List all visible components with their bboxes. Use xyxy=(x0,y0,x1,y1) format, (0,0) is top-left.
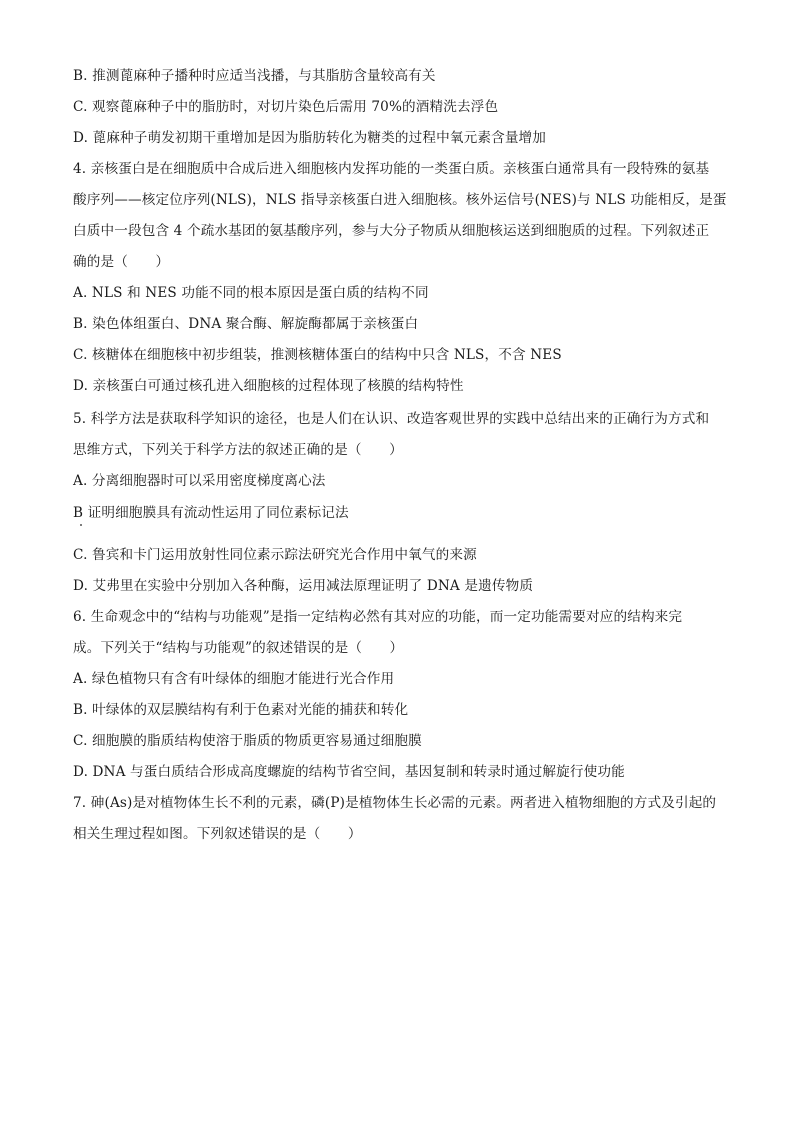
question-7-stem-line-1: 7. 砷(As)是对植物体生长不利的元素，磷(P)是植物体生长必需的元素。两者进入植物细胞的方式及引起的 xyxy=(73,795,717,811)
option-3d: D. 蓖麻种子萌发初期干重增加是因为脂肪转化为糖类的过程中氧元素含量增加 xyxy=(73,130,547,146)
stray-dot xyxy=(80,524,82,526)
option-6d: D. DNA 与蛋白质结合形成高度螺旋的结构节省空间，基因复制和转录时通过解旋行使功能 xyxy=(73,764,625,780)
question-4-stem-line-1: 4. 亲核蛋白是在细胞质中合成后进入细胞核内发挥功能的一类蛋白质。亲核蛋白通常具有一段特殊的氨基 xyxy=(73,161,710,177)
option-5c: C. 鲁宾和卡门运用放射性同位素示踪法研究光合作用中氧气的来源 xyxy=(73,547,477,563)
option-3b: B. 推测蓖麻种子播种时应适当浅播，与其脂肪含量较高有关 xyxy=(73,68,436,84)
question-4-stem-line-3: 白质中一段包含 4 个疏水基团的氨基酸序列，参与大分子物质从细胞核运送到细胞质的过程。下列叙述正 xyxy=(73,223,710,239)
question-6-stem-line-2: 成。下列关于“结构与功能观”的叙述错误的是（ ） xyxy=(73,640,404,656)
option-3c: C. 观察蓖麻种子中的脂肪时，对切片染色后需用 70%的酒精洗去浮色 xyxy=(73,99,499,115)
option-6c: C. 细胞膜的脂质结构使溶于脂质的物质更容易通过细胞膜 xyxy=(73,733,422,749)
option-4d: D. 亲核蛋白可通过核孔进入细胞核的过程体现了核膜的结构特性 xyxy=(73,378,464,394)
option-6a: A. 绿色植物只有含有叶绿体的细胞才能进行光合作用 xyxy=(73,671,395,687)
option-4a: A. NLS 和 NES 功能不同的根本原因是蛋白质的结构不同 xyxy=(73,285,429,301)
option-4c: C. 核糖体在细胞核中初步组装，推测核糖体蛋白的结构中只含 NLS，不含 NES xyxy=(73,347,562,363)
option-5a: A. 分离细胞器时可以采用密度梯度离心法 xyxy=(73,473,326,489)
question-6-stem-line-1: 6. 生命观念中的“结构与功能观”是指一定结构必然有其对应的功能，而一定功能需要对应的结构来完 xyxy=(73,609,683,625)
question-5-stem-line-1: 5. 科学方法是获取科学知识的途径，也是人们在认识、改造客观世界的实践中总结出来的正确行为方式和 xyxy=(73,411,710,427)
option-4b: B. 染色体组蛋白、DNA 聚合酶、解旋酶都属于亲核蛋白 xyxy=(73,316,419,332)
question-4-stem-line-2: 酸序列——核定位序列(NLS)，NLS 指导亲核蛋白进入细胞核。核外运信号(NES)与 NLS 功能相反，是蛋 xyxy=(73,192,727,208)
option-5b: B 证明细胞膜具有流动性运用了同位素标记法 xyxy=(73,505,349,521)
question-5-stem-line-2: 思维方式，下列关于科学方法的叙述正确的是（ ） xyxy=(73,442,403,458)
option-5d: D. 艾弗里在实验中分别加入各种酶，运用减法原理证明了 DNA 是遗传物质 xyxy=(73,578,534,594)
option-6b: B. 叶绿体的双层膜结构有利于色素对光能的捕获和转化 xyxy=(73,702,409,718)
question-4-stem-line-4: 确的是（ ） xyxy=(73,254,170,270)
question-7-stem-line-2: 相关生理过程如图。下列叙述错误的是（ ） xyxy=(73,826,362,842)
